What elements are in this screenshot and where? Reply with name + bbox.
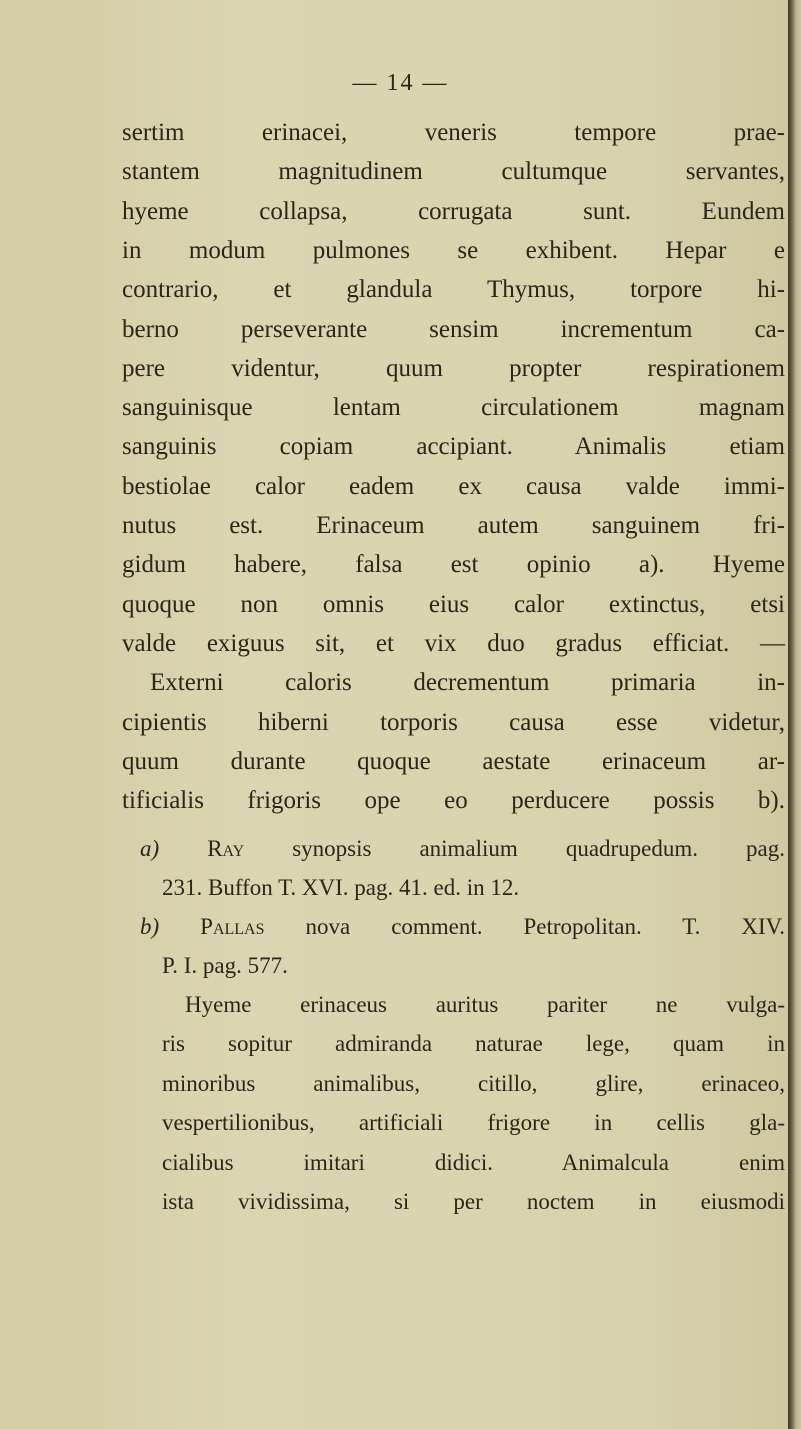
text-line: stantem magnitudinem cultumque servantes, [122, 158, 785, 186]
footnote-marker: a) [140, 836, 160, 861]
footnote-a [140, 834, 785, 864]
footnote-text: synopsis animalium quadrupedum. pag. [292, 836, 786, 861]
footnote-marker: b) [140, 914, 160, 939]
text-line: cipientis hiberni torporis causa esse videtur, [122, 708, 785, 736]
text-line: minoribus animalibus, citillo, glire, erinaceo, [162, 1070, 785, 1096]
text-line: gidum habere, falsa est opinio a). Hyeme [122, 551, 785, 579]
text-line: ris sopitur admiranda naturae lege, quam in [162, 1031, 785, 1057]
footnote-text: nova comment. Petropolitan. T. XIV. [305, 914, 785, 939]
footnote-a-cont: 231. Buffon T. XVI. pag. 41. ed. in 12. [162, 875, 520, 900]
text-line: valde exiguus sit, et vix duo gradus efficiat. — [122, 629, 785, 657]
footnote-author: Ray [207, 836, 245, 861]
text-line: quum durante quoque aestate erinaceum ar- [122, 747, 785, 775]
text-line: bestiolae calor eadem ex causa valde immi- [122, 472, 785, 500]
text-line: sanguinis copiam accipiant. Animalis etiam [122, 433, 785, 461]
text-line: sertim erinacei, veneris tempore prae- [122, 119, 785, 146]
text-line: in modum pulmones se exhibent. Hepar e [122, 236, 785, 264]
text-line: ista vividissima, si per noctem in eiusmodi [162, 1189, 785, 1214]
footnote-author: Pallas [200, 914, 265, 939]
text-line: cialibus imitari didici. Animalcula enim [162, 1149, 785, 1175]
text-line: contrario, et glandula Thymus, torpore hi- [122, 276, 785, 304]
text-line: sanguinisque lentam circulationem magnam [122, 394, 785, 422]
page-number: — 14 — [352, 70, 449, 96]
text-line: nutus est. Erinaceum autem sanguinem fri- [122, 512, 785, 539]
text-line: quoque non omnis eius calor extinctus, etsi [122, 590, 785, 618]
page-binding-edge [788, 0, 801, 1429]
footnote-b [140, 912, 785, 942]
text-line: Externi caloris decrementum primaria in- [150, 669, 785, 697]
text-line: Hyeme erinaceus auritus pariter ne vulga- [185, 992, 785, 1017]
footnote-b-cont: P. I. pag. 577. [162, 953, 288, 978]
text-line: pere videntur, quum propter respirationem [122, 354, 785, 382]
text-line: tificialis frigoris ope eo perducere possis b). [122, 787, 785, 815]
text-line: vespertilionibus, artificiali frigore in cellis gla- [162, 1110, 785, 1136]
text-line: berno perseverante sensim incrementum ca- [122, 315, 785, 343]
text-line: hyeme collapsa, corrugata sunt. Eundem [122, 197, 785, 225]
